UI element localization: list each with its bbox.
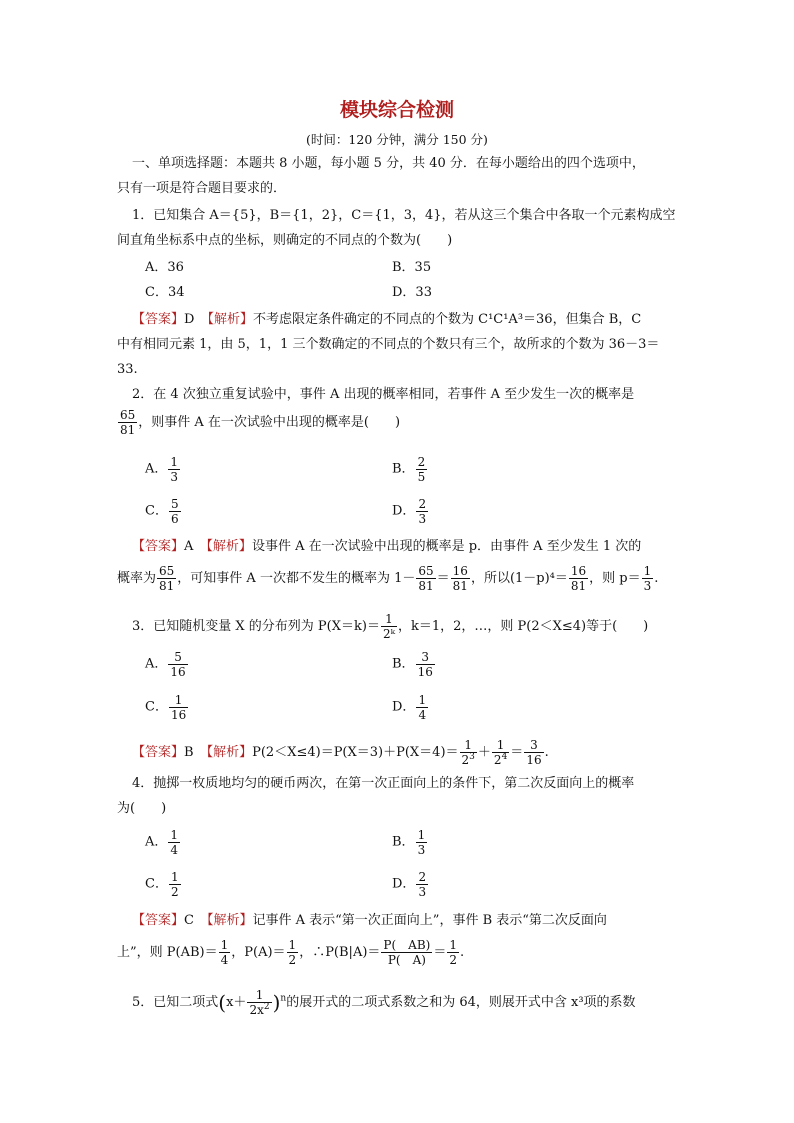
q4-stem-line2: 为( ) [117,801,167,816]
q4-explanation-line1: 记事件 A 表示“第一次正面向上”，事件 B 表示“第二次反面向 [252,913,607,928]
q2-option-b: B． $\frac{2}{5}$ [392,455,426,484]
q2-option-d: D． $\frac{2}{3}$ [392,497,427,526]
q3-answer: 【答案】B 【解析】P(2＜X≤4)＝P(X＝3)＋P(X＝4)＝ $\frac{1}{2^3}$ ＋ $\frac{1}{2^4}$ ＝ $\frac{3}{16}$ . [132,738,549,767]
q3-option-c: C． $\frac{1}{16}$ [145,693,187,722]
section-heading-line2: 只有一项是符合题目要求的． [117,181,287,196]
q1-explanation-line3: 33. [117,362,138,377]
q1-answer-value: D [184,312,195,327]
q2-explanation-line2: 概率为 $\frac{65}{81}$ ，可知事件 A 一次都不发生的概率为 1－ $\frac{65}{81}$ ＝ $\frac{16}{81}$ ，所以(1－p)⁴＝ $\frac{16}{81}$ ，则 p＝ $\frac{1}{3}$ . [117,564,659,593]
q1-option-b: B．35 [392,260,432,275]
q5-stem: 5．已知二项式(x＋ $\frac{1}{2x^2}$ )$^n$的展开式的二项式系数之和为 64，则展开式中含 x³项的系数 [132,988,636,1017]
q4-answer: 【答案】C 【解析】记事件 A 表示“第一次正面向上”，事件 B 表示“第二次反面向 [132,913,607,928]
q3-stem: 3．已知随机变量 X 的分布列为 P(X＝k)＝ $\frac{1}{\text{2ᵏ}}$ ，k＝1，2，…，则 P(2＜X≤4)等于( ) [132,612,649,641]
q3-k-fraction: $\frac{1}{\text{2ᵏ}}$ [382,612,395,641]
q2-answer: 【答案】A 【解析】设事件 A 在一次试验中出现的概率是 p．由事件 A 至少发生 1 次的 [132,539,642,554]
q4-explanation-line2: 上”，则 P(AB)＝ $\frac{1}{4}$ ，P(A)＝ $\frac{1}{2}$ ，∴P(B|A)＝ $\frac{P( AB)}{P( A)}$ ＝ $\frac{1}{2}$ . [117,938,465,967]
q2-stem-line1: 2．在 4 次独立重复试验中，事件 A 出现的概率相同，若事件 A 至少发生一次的概率是 [132,387,635,402]
q3-option-b: B． $\frac{3}{16}$ [392,650,433,679]
q4-option-d: D． $\frac{2}{3}$ [392,870,427,899]
q4-option-c: C． $\frac{1}{2}$ [145,870,179,899]
answer-tag: 【答案】 [132,312,185,327]
q1-option-d: D．33 [392,285,432,300]
q2-option-a: A． $\frac{1}{3}$ [145,455,179,484]
analysis-tag: 【解析】 [207,312,253,327]
page-title: 模块综合检测 [339,99,454,121]
section-heading-line1: 一、单项选择题：本题共 8 小题，每小题 5 分，共 40 分．在每小题给出的四个选项中， [132,156,645,171]
page-subtitle: (时间：120 分钟，满分 150 分) [306,132,488,147]
q2-explanation-line1: 设事件 A 在一次试验中出现的概率是 p．由事件 A 至少发生 1 次的 [251,539,642,554]
q1-stem-line2: 间直角坐标系中点的坐标，则确定的不同点的个数为( ) [117,233,453,248]
q2-stem-line2: $\frac{65}{81}$ ，则事件 A 在一次试验中出现的概率是( ) [120,408,401,437]
q1-stem-line1: 1．已知集合 A＝{5}，B＝{1，2}，C＝{1，3，4}，若从这三个集合中各取一个元素构成空 [132,208,676,223]
q1-explanation-line2: 中有相同元素 1，由 5，1，1 三个数确定的不同点的个数只有三个，故所求的个数为 36－3＝ [117,337,660,352]
q4-option-a: A． $\frac{1}{4}$ [145,828,179,857]
q1-explanation-line1: 不考虑限定条件确定的不同点的个数为 C¹C¹A³＝36，但集合 B，C [252,312,642,327]
q1-option-c: C．34 [145,285,185,300]
q4-option-b: B． $\frac{1}{3}$ [392,828,426,857]
q3-option-d: D． $\frac{1}{4}$ [392,693,427,722]
q3-option-a: A． $\frac{5}{16}$ [145,650,186,679]
q2-fraction: $\frac{65}{81}$ [120,408,136,437]
q1-answer [132,311,641,329]
q2-option-c: C． $\frac{5}{6}$ [145,497,179,526]
q1-option-a: A．36 [145,260,184,275]
q4-stem-line1: 4．抛掷一枚质地均匀的硬币两次，在第一次正面向上的条件下，第二次反面向上的概率 [132,776,635,791]
